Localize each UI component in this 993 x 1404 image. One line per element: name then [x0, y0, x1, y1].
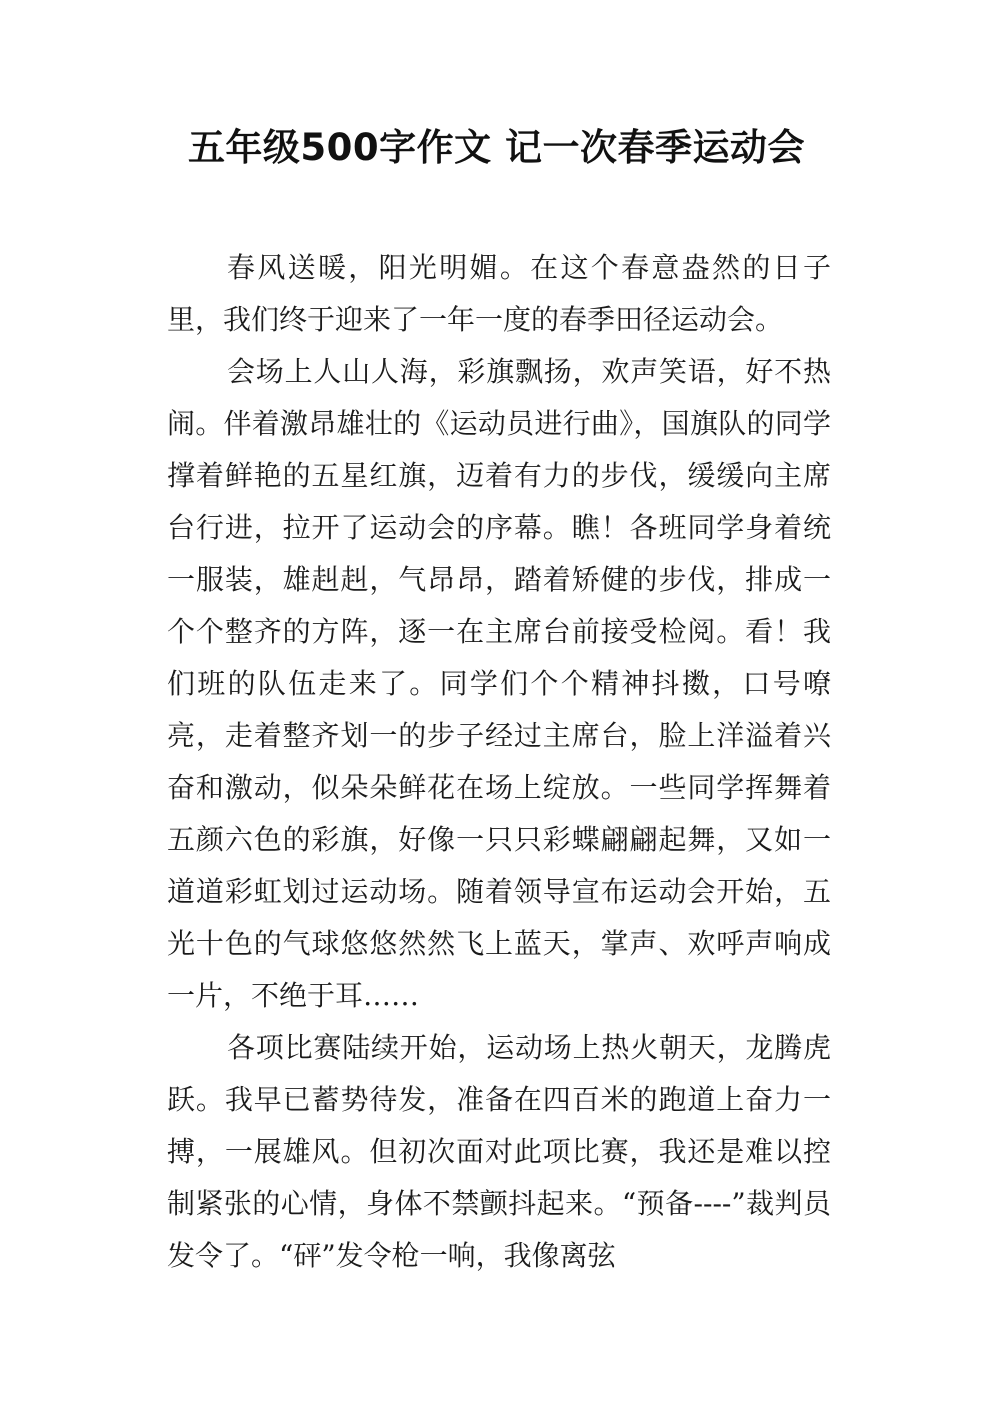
document-body: [167, 242, 831, 1282]
paragraph-3: 各项比赛陆续开始，运动场上热火朝天，龙腾虎跃。我早已蓄势待发，准备在四百米的跑道上奋力一搏，一展雄风。但初次面对此项比赛，我还是难以控制紧张的心情，身体不禁颤抖起来。“预备----”裁判员发令了。“砰”发令枪一响，我像离弦: [167, 1031, 831, 1272]
paragraph-2: 会场上人山人海，彩旗飘扬，欢声笑语，好不热闹。伴着激昂雄壮的《运动员进行曲》，国旗队的同学撑着鲜艳的五星红旗，迈着有力的步伐，缓缓向主席台行进，拉开了运动会的序幕。瞧！各班同学身着统一服装，雄赳赳，气昂昂，踏着矫健的步伐，排成一个个整齐的方阵，逐一在主席台前接受检阅。看！我们班的队伍走来了。同学们个个精神抖擞，口号嘹亮，走着整齐划一的步子经过主席台，脸上洋溢着兴奋和激动，似朵朵鲜花在场上绽放。一些同学挥舞着五颜六色的彩旗，好像一只只彩蝶翩翩起舞，又如一道道彩虹划过运动场。随着领导宣布运动会开始，五光十色的气球悠悠然然飞上蓝天，掌声、欢呼声响成一片，不绝于耳……: [167, 355, 831, 1012]
paragraph-1: 春风送暖，阳光明媚。在这个春意盎然的日子里，我们终于迎来了一年一度的春季田径运动会。: [167, 251, 831, 336]
document-title: 五年级500字作文 记一次春季运动会: [187, 126, 806, 169]
